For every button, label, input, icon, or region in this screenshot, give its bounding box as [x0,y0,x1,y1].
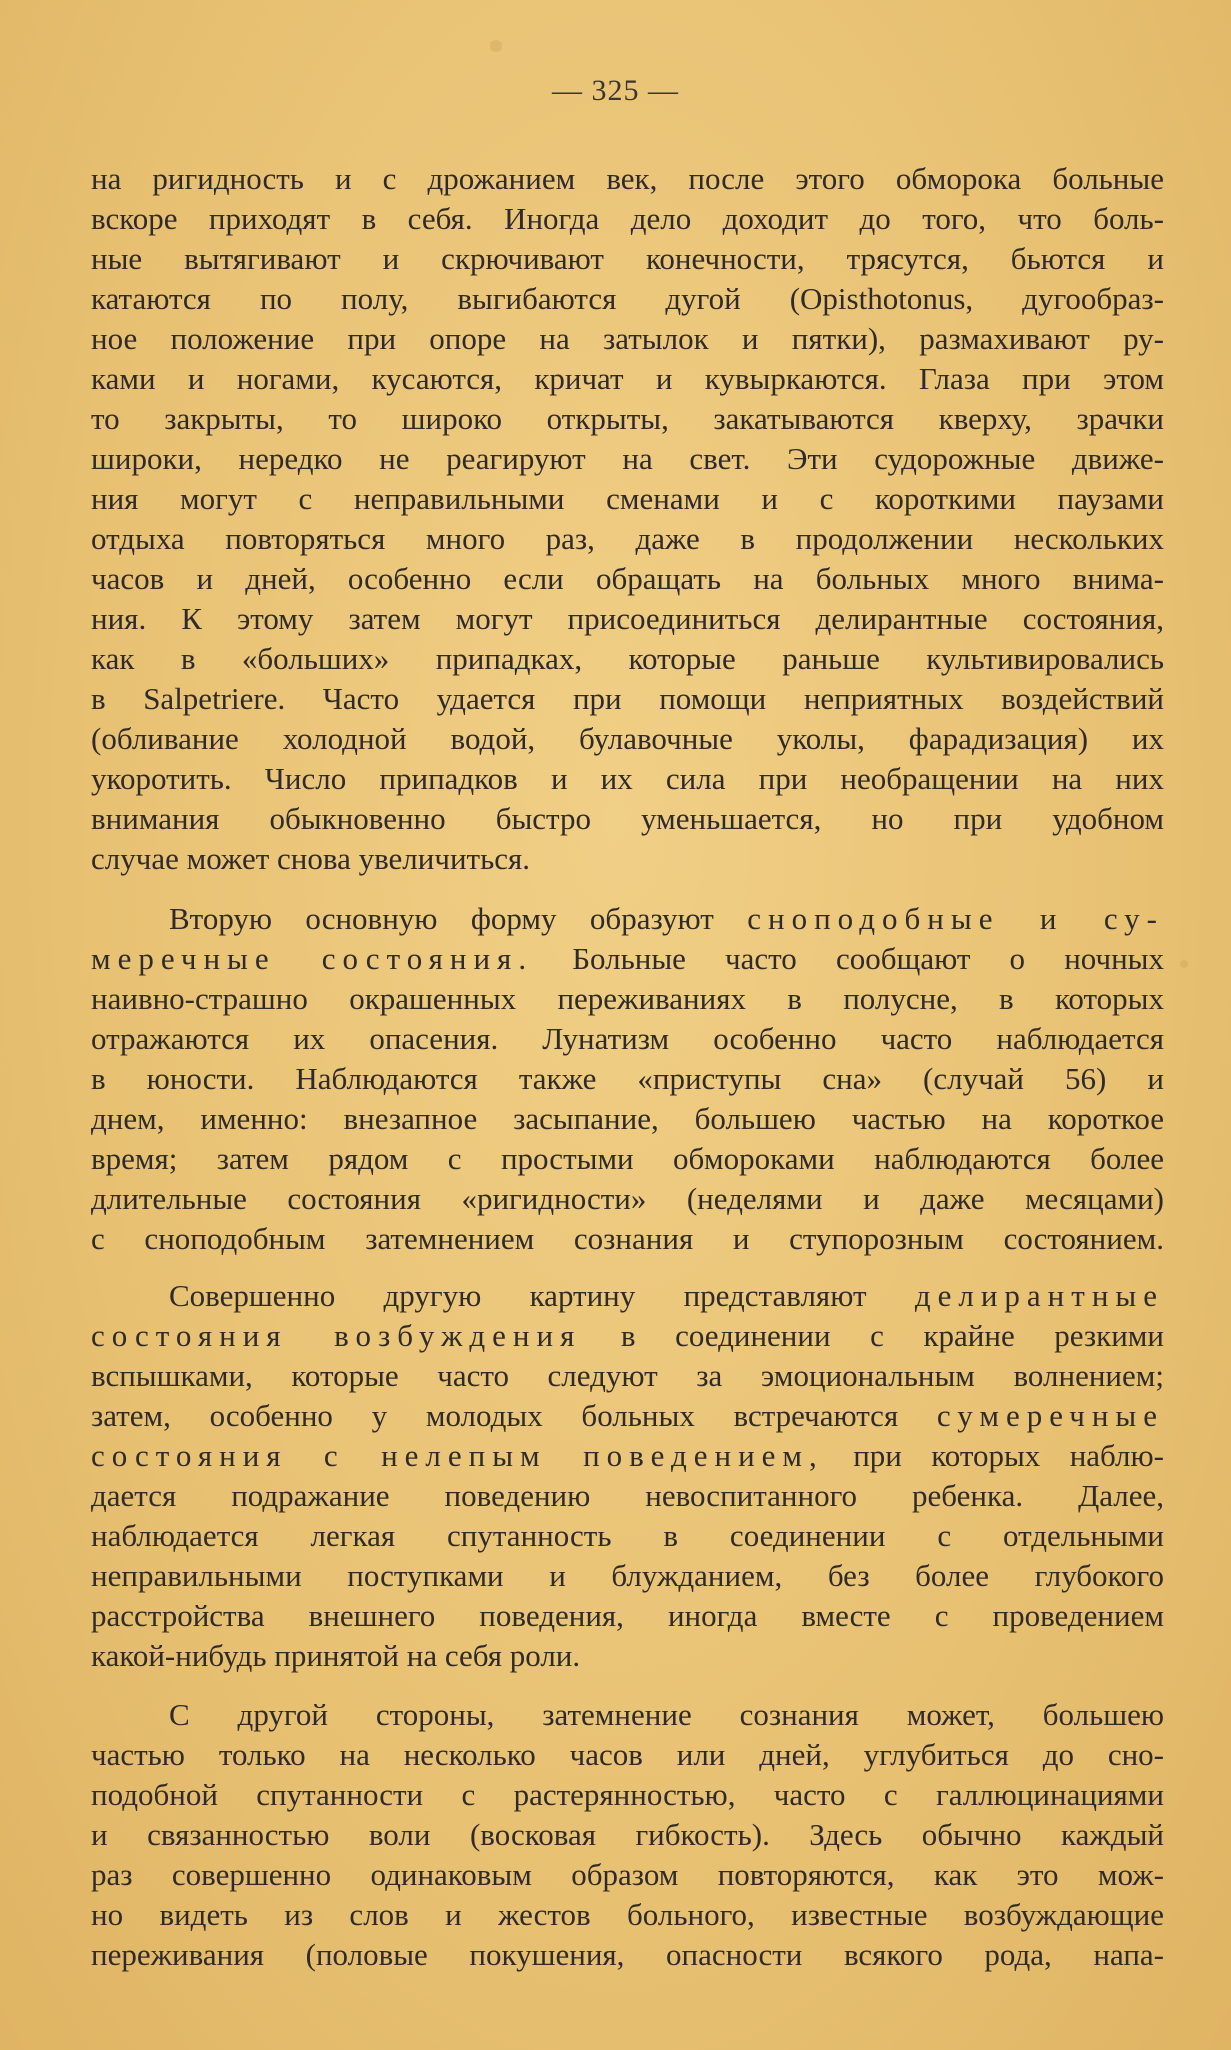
spaced-text: сноподобные и су- [747,901,1164,936]
text-line [169,899,1164,939]
text-line: внимания обыкновенно быстро уменьшается, но при удобном [91,801,1164,836]
text-line: время; затем рядом с простыми обмороками наблюдаются более [91,1141,1164,1176]
text-line [91,1436,1164,1476]
page-number: — 325 — [552,74,679,107]
text-line: С другой стороны, затемнение сознания может, большею [169,1697,1164,1732]
text-line: переживания (половые покушения, опасности всякого рода, напа- [91,1937,1164,1972]
paper-stain [490,40,502,52]
text-line: какой-нибудь принятой на себя роли. [91,1638,581,1673]
spaced-text: сумеречные [936,1398,1164,1433]
text-line: в юности. Наблюдаются также «приступы сна» (случай 56) и [91,1061,1164,1096]
text-line: частью только на несколько часов или дней, углубиться до сно- [91,1737,1164,1772]
text-line [91,1316,1164,1356]
text-run: затем, особенно у молодых больных встречаются [91,1398,937,1433]
text-line: ния. К этому затем могут присоединиться делирантные состояния, [91,601,1164,636]
text-line: часов и дней, особенно если обращать на больных много внима- [91,561,1164,596]
text-line: подобной спутанности с растерянностью, часто с галлюцинациями [91,1777,1164,1812]
text-line: вспышками, которые часто следуют за эмоциональным волнением; [91,1358,1164,1393]
text-line [91,939,1164,979]
text-line: ное положение при опоре на затылок и пятки), размахивают ру- [91,321,1164,356]
spaced-text: делирантные [914,1278,1164,1313]
text-run: Совершенно другую картину представляют [169,1278,915,1313]
text-line: днем, именно: внезапное засыпание, большею частью на короткое [91,1101,1164,1136]
text-line: и связанностью воли (восковая гибкость). Здесь обычно каждый [91,1817,1164,1852]
text-line: ками и ногами, кусаются, кричат и кувыркаются. Глаза при этом [91,361,1164,396]
text-line [91,1396,1164,1436]
text-line: наивно-страшно окрашенных переживаниях в полусне, в которых [91,981,1164,1016]
text-line: вскоре приходят в себя. Иногда дело доходит до того, что боль- [91,201,1164,236]
text-line: расстройства внешнего поведения, иногда вместе с проведением [91,1598,1164,1633]
text-run: при которых наблю- [823,1438,1164,1473]
text-line: отражаются их опасения. Лунатизм особенно часто наблюдается [91,1021,1164,1056]
text-line: случае может снова увеличиться. [91,841,530,876]
text-line: раз совершенно одинаковым образом повторяются, как это мож- [91,1857,1164,1892]
spaced-text: состояния возбуждения [91,1318,582,1353]
text-line: с сноподобным затемнением сознания и ступорозным состоянием. [91,1221,1164,1256]
paper-stain [1180,960,1188,968]
text-line: то закрыты, то широко открыты, закатываются кверху, зрачки [91,401,1164,436]
text-line: укоротить. Число припадков и их сила при необращении на них [91,761,1164,796]
spaced-text: меречные состояния. [91,941,534,976]
spaced-text: состояния с нелепым поведением, [91,1438,824,1473]
text-line: ные вытягивают и скрючивают конечности, трясутся, бьются и [91,241,1164,276]
text-run: Вторую основную форму образуют [169,901,748,936]
text-line: ния могут с неправильными сменами и с короткими паузами [91,481,1164,516]
text-run: в соединении с крайне резкими [581,1318,1164,1353]
text-line: отдыха повторяться много раз, даже в продолжении нескольких [91,521,1164,556]
text-line: катаются по полу, выгибаются дугой (Opisthotonus, дугообраз- [91,281,1164,316]
text-line: в Salpetriere. Часто удается при помощи неприятных воздействий [91,681,1164,716]
text-line: длительные состояния «ригидности» (неделями и даже месяцами) [91,1181,1164,1216]
text-line: (обливание холодной водой, булавочные уколы, фарадизация) их [91,721,1164,756]
text-line: дается подражание поведению невоспитанного ребенка. Далее, [91,1478,1164,1513]
text-line: наблюдается легкая спутанность в соединении с отдельными [91,1518,1164,1553]
text-line: на ригидность и с дрожанием век, после этого обморока больные [91,161,1164,196]
text-line: но видеть из слов и жестов больного, известные возбуждающие [91,1897,1164,1932]
text-line: неправильными поступками и блужданием, без более глубокого [91,1558,1164,1593]
text-line: широки, нередко не реагируют на свет. Эти судорожные движе- [91,441,1164,476]
text-line [169,1276,1164,1316]
text-line: как в «больших» припадках, которые раньше культивировались [91,641,1164,676]
text-run: Больные часто сообщают о ночных [533,941,1165,976]
